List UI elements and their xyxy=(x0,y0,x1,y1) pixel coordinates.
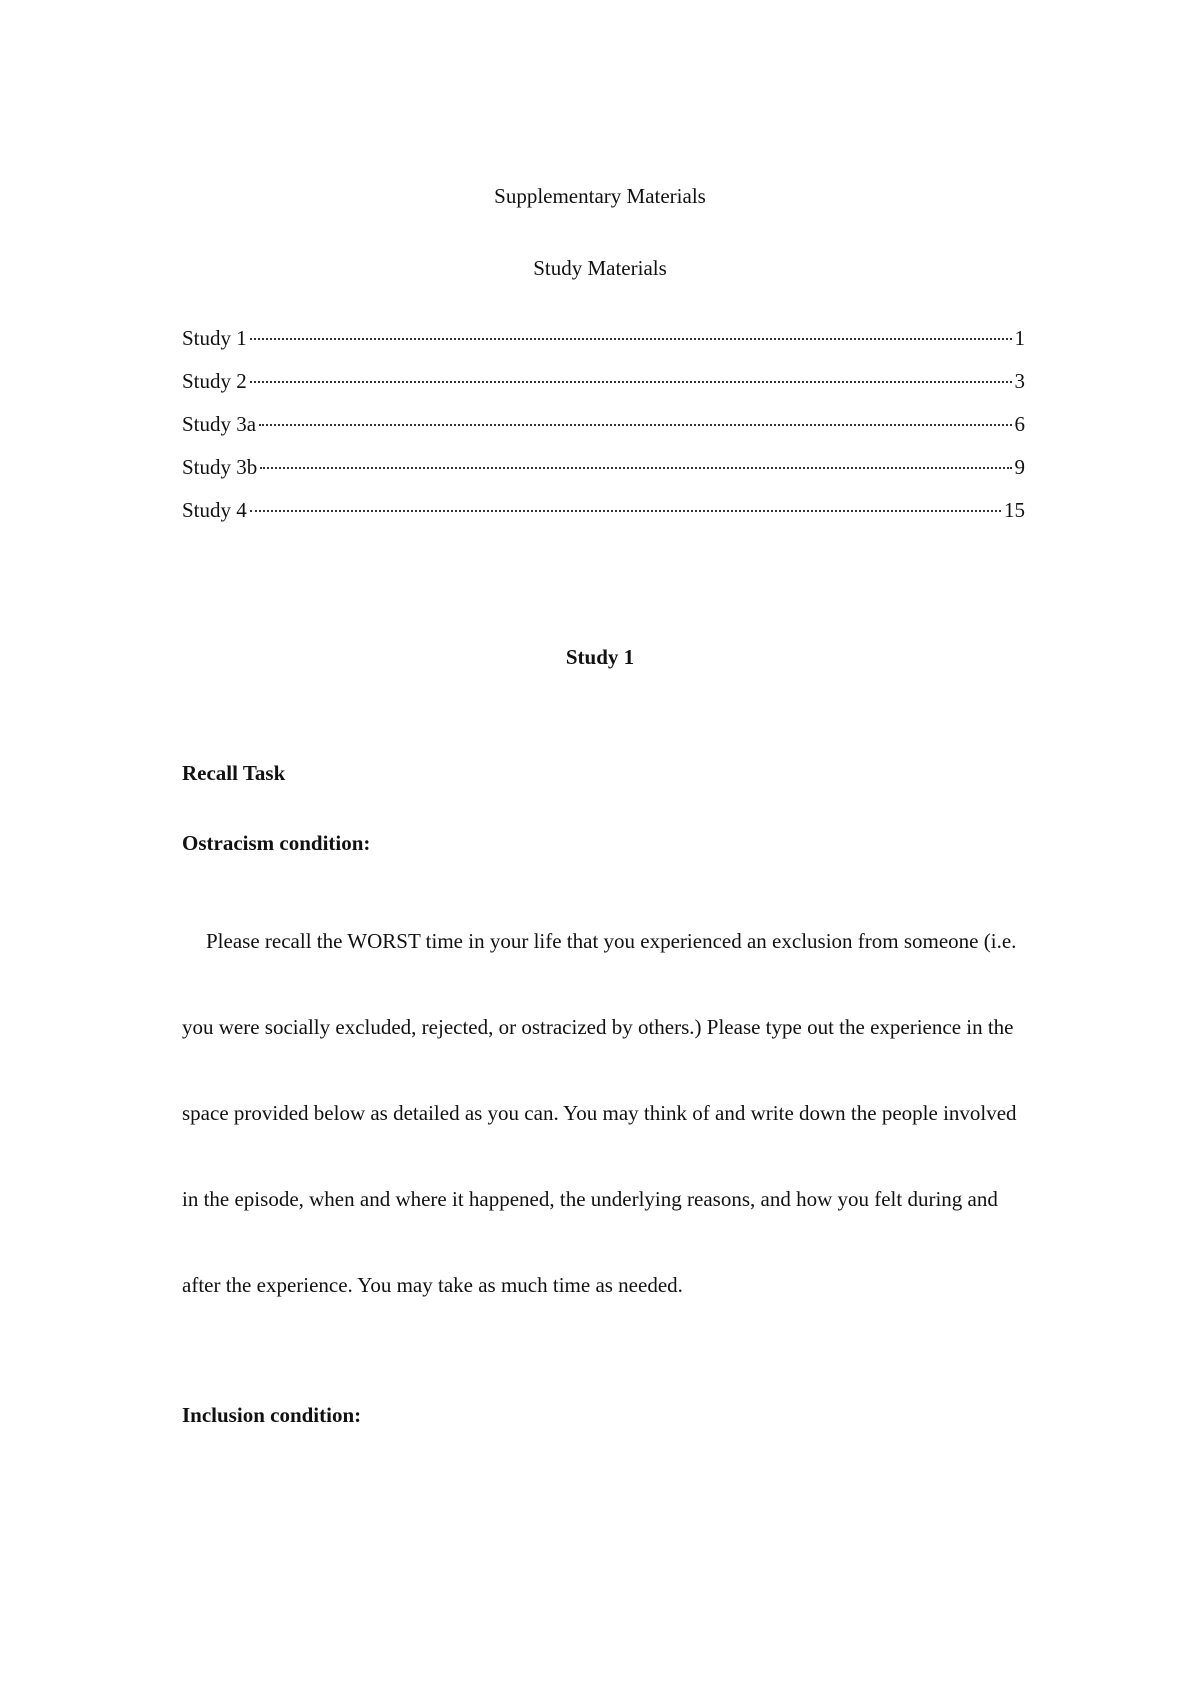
toc-entry[interactable] xyxy=(182,498,1025,541)
toc-entry-page: 3 xyxy=(1014,369,1025,393)
toc-entry-label: Study 2 xyxy=(182,369,247,393)
toc-entry-page: 1 xyxy=(1014,326,1025,350)
section-heading: Recall Task xyxy=(182,761,286,785)
toc-entry[interactable] xyxy=(182,326,1025,369)
table-of-contents xyxy=(182,326,1025,541)
toc-leader-dots xyxy=(259,424,1011,426)
ostracism-condition-label: Ostracism condition: xyxy=(182,831,371,855)
toc-entry[interactable] xyxy=(182,369,1025,412)
study-heading: Study 1 xyxy=(565,645,635,669)
toc-leader-dots xyxy=(250,510,1001,512)
document-title: Supplementary Materials xyxy=(494,184,706,208)
ostracism-instructions-text: Please recall the WORST time in your life that you experienced an exclusion from someone (i.e. you were socially excluded, rejected, or ostracized by others.) Please type out the experience in the space provided below as detailed as you can. You may think of and write down the people involved in the episode, when and where it happened, the underlying reasons, and how you felt during and after the experience. You may take as much time as needed. xyxy=(182,929,1017,1297)
toc-leader-dots xyxy=(250,338,1012,340)
toc-entry-label: Study 3b xyxy=(182,455,258,479)
toc-entry-label: Study 3a xyxy=(182,412,257,436)
inclusion-condition-label: Inclusion condition: xyxy=(182,1403,362,1427)
toc-leader-dots xyxy=(250,381,1012,383)
toc-entry-page: 9 xyxy=(1014,455,1025,479)
toc-entry-page: 15 xyxy=(1004,498,1025,522)
document-subtitle: Study Materials xyxy=(533,256,667,280)
toc-entry[interactable] xyxy=(182,412,1025,455)
toc-entry-page: 6 xyxy=(1014,412,1025,436)
toc-entry-label: Study 4 xyxy=(182,498,247,522)
ostracism-instructions xyxy=(182,898,1032,1328)
toc-entry-label: Study 1 xyxy=(182,326,247,350)
toc-leader-dots xyxy=(260,467,1011,469)
toc-entry[interactable] xyxy=(182,455,1025,498)
